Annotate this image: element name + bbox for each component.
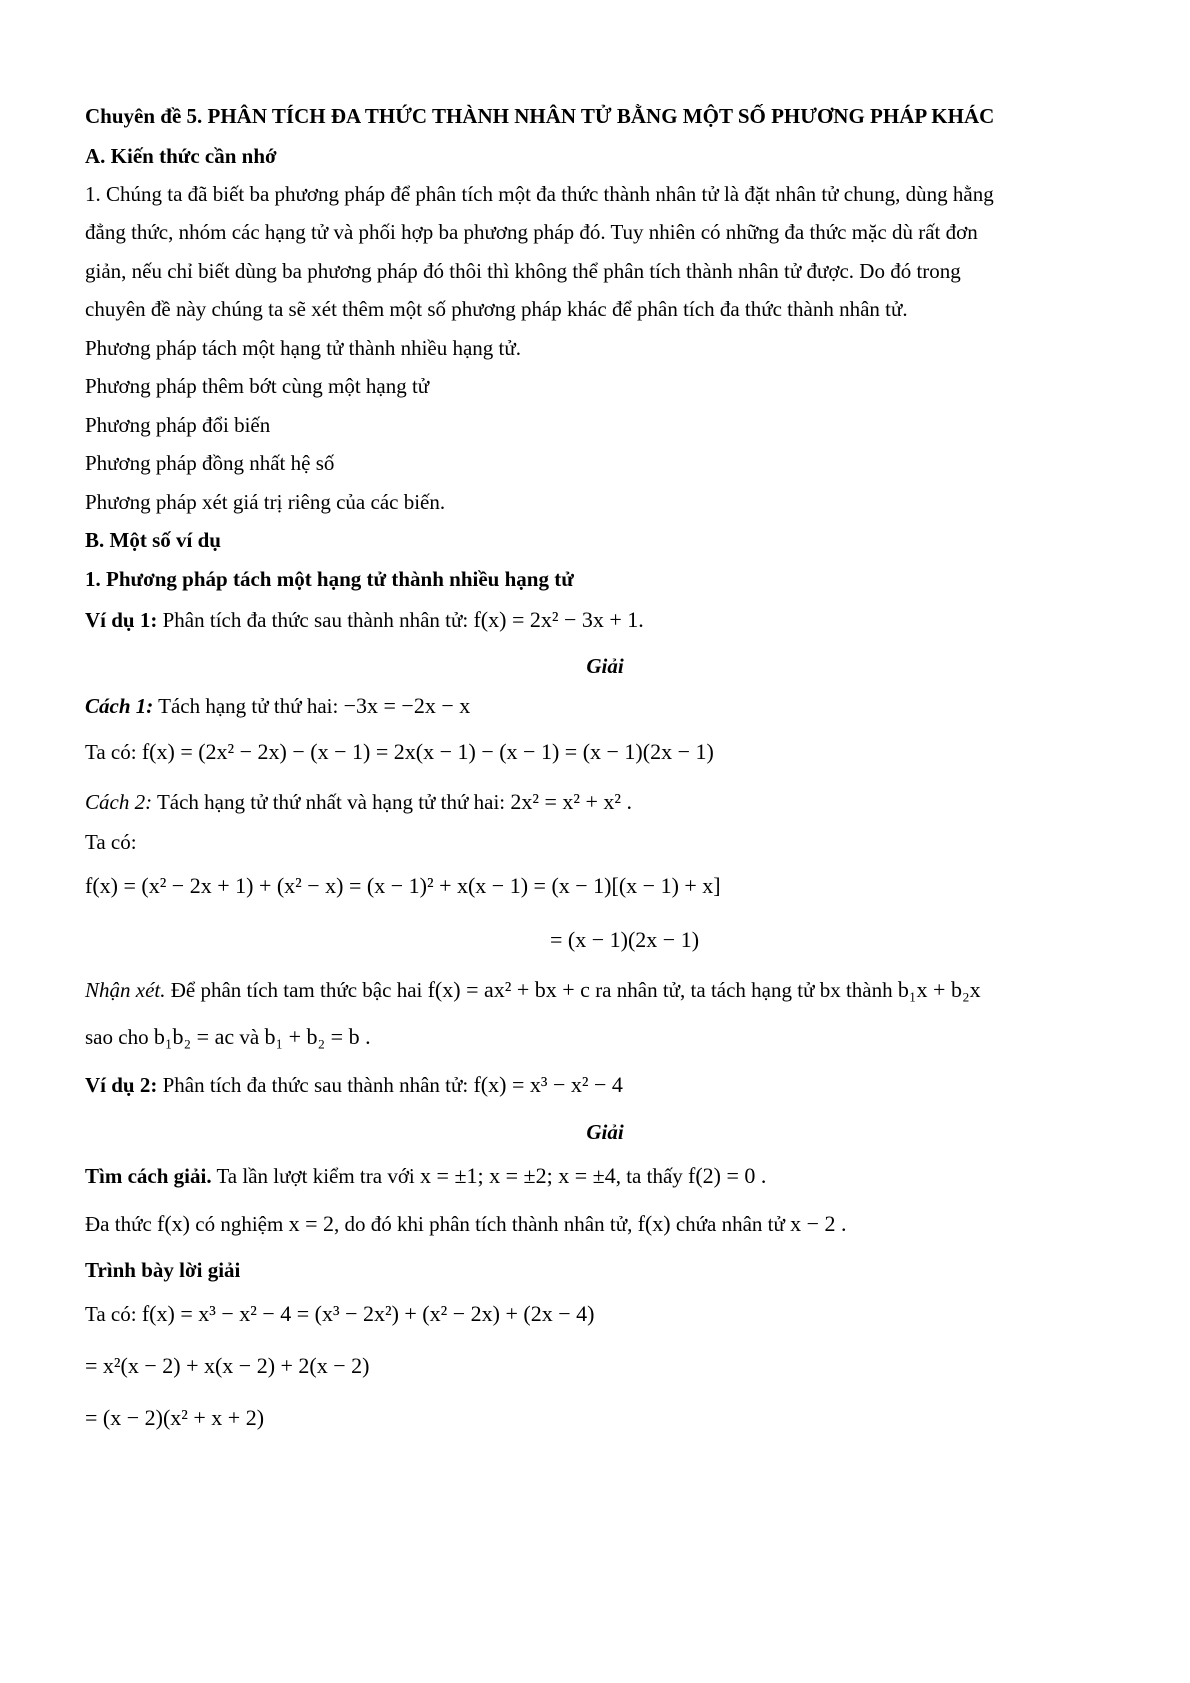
- body-text: có nghiệm: [190, 1212, 289, 1236]
- approach-text: , ta thấy: [615, 1164, 689, 1188]
- formula: f(x): [157, 1211, 191, 1236]
- formula: f(x) = 2x² − 3x + 1.: [473, 607, 644, 632]
- method-1-line: [85, 692, 470, 720]
- body-text: Đa thức: [85, 1212, 158, 1236]
- body-text: , do đó khi phân tích thành nhân tử,: [334, 1212, 638, 1236]
- formula: −3x = −2x − x: [343, 693, 471, 718]
- method-1-calc: [85, 738, 714, 766]
- paragraph-line: chuyên đề này chúng ta sẽ xét thêm một số phương pháp khác để phân tích đa thức thành nhân tử.: [85, 297, 908, 321]
- formula: f(x) = x³ − x² − 4: [473, 1072, 623, 1097]
- remark-line: [85, 1023, 371, 1051]
- approach-text: Ta lần lượt kiểm tra với: [211, 1164, 421, 1188]
- formula: f(x) = (2x² − 2x) − (x − 1) = 2x(x − 1) − (x − 1) = (x − 1)(2x − 1): [141, 739, 714, 764]
- formula: = (x − 2)(x² + x + 2): [85, 1405, 265, 1430]
- document-title: Chuyên đề 5. PHÂN TÍCH ĐA THỨC THÀNH NHÂN TỬ BẰNG MỘT SỐ PHƯƠNG PHÁP KHÁC: [85, 104, 995, 128]
- polynomial-line: [85, 1210, 847, 1238]
- formula: = x²(x − 2) + x(x − 2) + 2(x − 2): [85, 1353, 370, 1378]
- calc-intro: Ta có:: [85, 1302, 142, 1326]
- remark-line: [85, 976, 981, 1004]
- approach-line: [85, 1162, 766, 1190]
- solution-subheading: Trình bày lời giải: [85, 1258, 241, 1282]
- body-text: chứa nhân tử: [670, 1212, 791, 1236]
- example-text: Phân tích đa thức sau thành nhân tử:: [157, 1073, 474, 1097]
- paragraph-line: giản, nếu chỉ biết dùng ba phương pháp đó thôi thì không thể phân tích thành nhân tử được. Do đó trong: [85, 259, 961, 283]
- formula: x = ±1; x = ±2; x = ±4: [420, 1163, 616, 1188]
- example-label: Ví dụ 2:: [85, 1073, 158, 1097]
- formula: 2x² = x² + x² .: [510, 789, 632, 814]
- solution-heading: Giải: [586, 1120, 624, 1144]
- method-2-line: [85, 788, 632, 816]
- method-item: Phương pháp đổi biến: [85, 413, 271, 437]
- solution-calc: [85, 1300, 594, 1328]
- remark-text: sao cho: [85, 1025, 154, 1049]
- example-1-statement: [85, 606, 644, 634]
- example-text: Phân tích đa thức sau thành nhân tử:: [157, 608, 474, 632]
- formula: f(x) = (x² − 2x + 1) + (x² − x) = (x − 1)² + x(x − 1) = (x − 1)[(x − 1) + x]: [85, 873, 721, 898]
- method-label: Cách 1:: [85, 694, 154, 718]
- method-item: Phương pháp đồng nhất hệ số: [85, 451, 335, 475]
- formula: x − 2 .: [790, 1211, 847, 1236]
- formula: b₁x + b₂x: [897, 977, 981, 1002]
- section-b-heading: B. Một số ví dụ: [85, 528, 221, 552]
- calc-intro: Ta có:: [85, 830, 137, 854]
- approach-label: Tìm cách giải.: [85, 1164, 212, 1188]
- formula: b₁b₂ = ac: [153, 1024, 235, 1049]
- remark-text: Để phân tích tam thức bậc hai: [165, 978, 428, 1002]
- method-item: Phương pháp xét giá trị riêng của các biến.: [85, 490, 446, 514]
- method-label: Cách 2:: [85, 790, 153, 814]
- formula: x = 2: [288, 1211, 334, 1236]
- paragraph-line: 1. Chúng ta đã biết ba phương pháp để phân tích một đa thức thành nhân tử là đặt nhân tử chung, dùng hằng: [85, 182, 994, 206]
- method-item: Phương pháp tách một hạng tử thành nhiều hạng tử.: [85, 336, 522, 360]
- method-text: Tách hạng tử thứ nhất và hạng tử thứ hai:: [152, 790, 511, 814]
- subsection-heading: 1. Phương pháp tách một hạng tử thành nhiều hạng tử: [85, 567, 574, 591]
- remark-label: Nhận xét.: [85, 978, 166, 1002]
- formula: f(2) = 0 .: [688, 1163, 767, 1188]
- section-a-heading: A. Kiến thức cần nhớ: [85, 144, 277, 168]
- example-2-statement: [85, 1071, 623, 1099]
- formula: = (x − 1)(2x − 1): [550, 927, 700, 952]
- paragraph-line: đẳng thức, nhóm các hạng tử và phối hợp ba phương pháp đó. Tuy nhiên có những đa thức mặc dù rất đơn: [85, 220, 978, 244]
- method-item: Phương pháp thêm bớt cùng một hạng tử: [85, 374, 430, 398]
- formula: f(x): [637, 1211, 671, 1236]
- method-text: Tách hạng tử thứ hai:: [153, 694, 344, 718]
- solution-heading: Giải: [586, 654, 624, 678]
- remark-text: và: [234, 1025, 265, 1049]
- remark-text: ra nhân tử, ta tách hạng tử bx thành: [589, 978, 898, 1002]
- formula: f(x) = x³ − x² − 4 = (x³ − 2x²) + (x² − 2x) + (2x − 4): [141, 1301, 595, 1326]
- example-label: Ví dụ 1:: [85, 608, 158, 632]
- formula: b₁ + b₂ = b .: [264, 1024, 371, 1049]
- calc-intro: Ta có:: [85, 740, 142, 764]
- formula: f(x) = ax² + bx + c: [427, 977, 590, 1002]
